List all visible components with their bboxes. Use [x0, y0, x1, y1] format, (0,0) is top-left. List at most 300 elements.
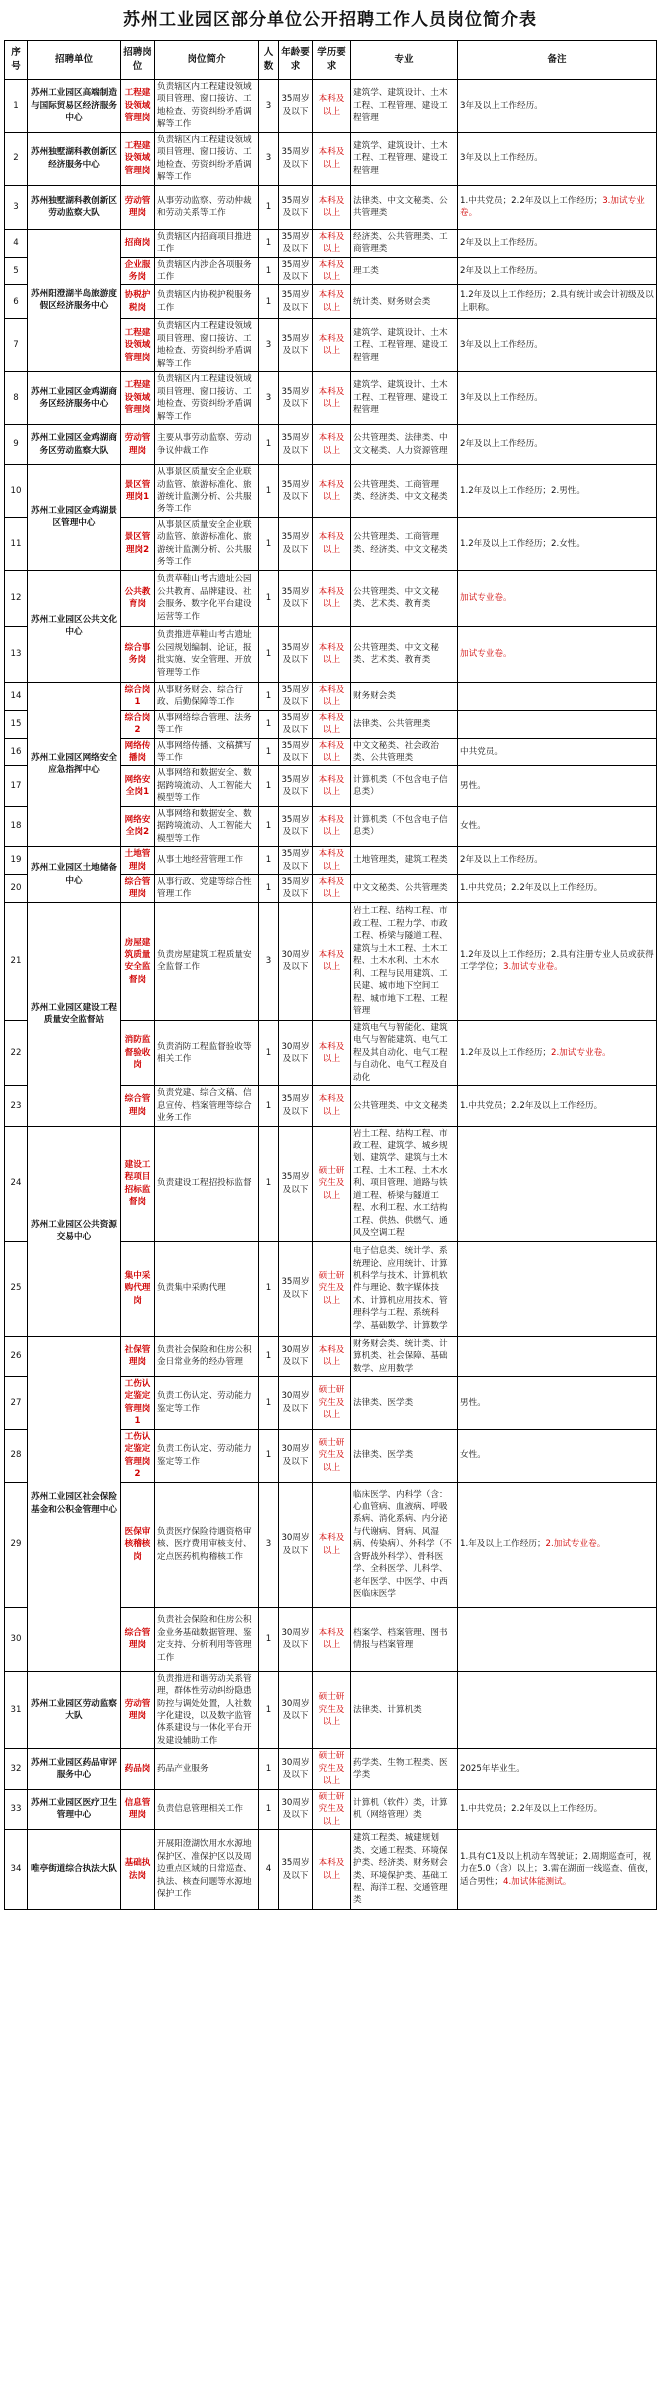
row-major: 理工类 — [351, 257, 458, 285]
row-edu: 本科及以上 — [313, 1607, 351, 1671]
note-text: 3年及以上工作经历。 — [460, 153, 543, 164]
row-age: 35周岁及以下 — [279, 257, 313, 285]
note-highlight: 加试专业卷。 — [460, 648, 512, 659]
row-note — [458, 1377, 657, 1430]
row-note — [458, 682, 657, 710]
row-major: 临床医学、内科学（含：心血管病、血液病、呼吸系病、消化系病、内分泌与代谢病、肾病、风湿病、传染病）、外科学（不含野战外科学）、骨科医学、全科医学、儿科学、老年医学、中医学、中西医临床医学 — [351, 1482, 458, 1607]
row-count: 1 — [259, 1671, 279, 1749]
row-post: 消防监督验收岗 — [121, 1020, 155, 1085]
row-major: 统计类、财务财会类 — [351, 285, 458, 319]
row-edu: 本科及以上 — [313, 257, 351, 285]
row-edu: 硕士研究生及以上 — [313, 1671, 351, 1749]
row-seq: 13 — [5, 626, 28, 682]
note-text: 2025年毕业生。 — [460, 1763, 525, 1774]
row-edu: 本科及以上 — [313, 710, 351, 738]
row-seq: 26 — [5, 1336, 28, 1376]
row-major: 计算机类（不包含电子信息类） — [351, 766, 458, 806]
note-text: 女性。 — [460, 1450, 486, 1461]
row-unit: 苏州独墅湖科教创新区经济服务中心 — [28, 132, 121, 185]
row-desc: 负责集中采购代理 — [155, 1241, 259, 1336]
row-edu: 本科及以上 — [313, 738, 351, 766]
row-edu: 本科及以上 — [313, 132, 351, 185]
row-unit: 唯亭街道综合执法大队 — [28, 1830, 121, 1910]
row-major: 经济类、公共管理类、工商管理类 — [351, 229, 458, 257]
row-age: 35周岁及以下 — [279, 738, 313, 766]
table-row — [5, 425, 657, 465]
row-post: 协税护税岗 — [121, 285, 155, 319]
row-unit: 苏州工业园区社会保险基金和公积金管理中心 — [28, 1336, 121, 1671]
header-seq: 序号 — [5, 41, 28, 80]
row-count: 1 — [259, 626, 279, 682]
header-note: 备注 — [458, 41, 657, 80]
note-text: 1.2年及以上工作经历；2.具有统计或会计初级及以上职称。 — [460, 290, 654, 313]
row-post: 网络安全岗1 — [121, 766, 155, 806]
row-note — [458, 1241, 657, 1336]
row-count: 1 — [259, 517, 279, 570]
row-unit: 苏州工业园区劳动监察大队 — [28, 1671, 121, 1749]
row-unit: 苏州工业园区药品审评服务中心 — [28, 1749, 121, 1789]
row-note — [458, 185, 657, 229]
row-age: 35周岁及以下 — [279, 1830, 313, 1910]
row-desc: 负责辖区内招商项目推进工作 — [155, 229, 259, 257]
row-count: 1 — [259, 1749, 279, 1789]
header-major: 专业 — [351, 41, 458, 80]
row-desc: 负责推进草鞋山考古遗址公园规划编制、论证，报批实施、安全管理、开放管理等工作 — [155, 626, 259, 682]
row-seq: 30 — [5, 1607, 28, 1671]
row-edu: 本科及以上 — [313, 1830, 351, 1910]
row-seq: 25 — [5, 1241, 28, 1336]
row-age: 30周岁及以下 — [279, 1429, 313, 1482]
row-age: 35周岁及以下 — [279, 465, 313, 518]
row-edu: 本科及以上 — [313, 425, 351, 465]
row-note — [458, 875, 657, 903]
note-text: 1.年及以上工作经历； — [460, 1539, 546, 1550]
note-text: 男性。 — [460, 1397, 486, 1408]
note-text: 1.2年及以上工作经历；2.具有注册专业人员或获得工学学位； — [460, 949, 654, 973]
row-age: 35周岁及以下 — [279, 847, 313, 875]
row-desc: 负责党建、综合文稿、信息宣传、档案管理等综合业务工作 — [155, 1086, 259, 1126]
row-count: 1 — [259, 1429, 279, 1482]
table-row — [5, 682, 657, 710]
note-text: 3年及以上工作经历。 — [460, 392, 543, 403]
row-count: 1 — [259, 1607, 279, 1671]
note-highlight: 3.加试专业卷。 — [502, 962, 563, 973]
row-post: 招商岗 — [121, 229, 155, 257]
row-age: 30周岁及以下 — [279, 1336, 313, 1376]
row-unit: 苏州工业园区网络安全应急指挥中心 — [28, 682, 121, 846]
row-age: 35周岁及以下 — [279, 806, 313, 846]
row-count: 1 — [259, 570, 279, 626]
row-edu: 硕士研究生及以上 — [313, 1789, 351, 1829]
row-age: 35周岁及以下 — [279, 766, 313, 806]
row-count: 1 — [259, 1241, 279, 1336]
row-unit: 苏州工业园区公共文化中心 — [28, 570, 121, 682]
note-highlight: 加试专业卷。 — [460, 592, 512, 603]
row-edu: 硕士研究生及以上 — [313, 1429, 351, 1482]
note-text: 3年及以上工作经历。 — [460, 340, 543, 351]
row-major: 电子信息类、统计学、系统理论、应用统计、计算机科学与技术、计算机软件与理论、数字媒体技术、计算机应用技术、管理科学与工程、系统科学、基础数学、计算数学 — [351, 1241, 458, 1336]
row-desc: 负责信息管理相关工作 — [155, 1789, 259, 1829]
row-major: 公共管理类、工商管理类、经济类、中文文秘类 — [351, 465, 458, 518]
header-desc: 岗位简介 — [155, 41, 259, 80]
row-edu: 本科及以上 — [313, 682, 351, 710]
note-text: 1.中共党员；2.2年及以上工作经历。 — [460, 883, 603, 894]
table-row — [5, 1789, 657, 1829]
row-note — [458, 1429, 657, 1482]
row-age: 30周岁及以下 — [279, 1749, 313, 1789]
row-seq: 10 — [5, 465, 28, 518]
row-seq: 31 — [5, 1671, 28, 1749]
row-desc: 负责工伤认定、劳动能力鉴定等工作 — [155, 1429, 259, 1482]
row-desc: 从事土地经营管理工作 — [155, 847, 259, 875]
row-major: 计算机（软件）类，计算机（网络管理）类 — [351, 1789, 458, 1829]
row-unit: 苏州独墅湖科教创新区劳动监察大队 — [28, 185, 121, 229]
note-text: 3年及以上工作经历。 — [460, 100, 543, 111]
row-post: 综合岗1 — [121, 682, 155, 710]
row-unit: 苏州工业园区土地储备中心 — [28, 847, 121, 903]
row-note — [458, 425, 657, 465]
row-note — [458, 1789, 657, 1829]
row-edu: 本科及以上 — [313, 902, 351, 1020]
row-major: 法律类、中文文秘类、公共管理类 — [351, 185, 458, 229]
row-seq: 14 — [5, 682, 28, 710]
row-edu: 本科及以上 — [313, 517, 351, 570]
row-count: 1 — [259, 425, 279, 465]
row-age: 35周岁及以下 — [279, 626, 313, 682]
row-count: 3 — [259, 319, 279, 372]
table-row — [5, 1671, 657, 1749]
row-unit: 苏州工业园区医疗卫生管理中心 — [28, 1789, 121, 1829]
row-desc: 负责建设工程招投标监督 — [155, 1126, 259, 1241]
row-major: 岩土工程、结构工程、市政工程、工程力学、市政工程、桥梁与隧道工程、建筑与土木工程、土木工程、土木水利、土木水利、工程与民用建筑、工民建、城市地下空间工程、城市地下工程、工程管理 — [351, 902, 458, 1020]
row-note — [458, 738, 657, 766]
row-desc: 开展阳澄湖饮用水水源地保护区、准保护区以及周边重点区域的日常巡查、执法、核查问题等水源地保护工作 — [155, 1830, 259, 1910]
row-count: 1 — [259, 1377, 279, 1430]
note-text: 2年及以上工作经历。 — [460, 237, 543, 248]
row-note — [458, 806, 657, 846]
row-note — [458, 847, 657, 875]
row-post: 公共教育岗 — [121, 570, 155, 626]
row-note — [458, 80, 657, 133]
row-age: 35周岁及以下 — [279, 1126, 313, 1241]
row-count: 1 — [259, 285, 279, 319]
row-note — [458, 1336, 657, 1376]
row-seq: 29 — [5, 1482, 28, 1607]
row-post: 综合管理岗 — [121, 1607, 155, 1671]
row-post: 药品岗 — [121, 1749, 155, 1789]
row-major: 公共管理类、中文文秘类、艺术类、教育类 — [351, 570, 458, 626]
row-age: 35周岁及以下 — [279, 570, 313, 626]
row-note — [458, 1020, 657, 1085]
row-desc: 从事网络和数据安全、数据跨境流动、人工智能大模型等工作 — [155, 806, 259, 846]
row-unit: 苏州工业园区金鸡湖商务区经济服务中心 — [28, 372, 121, 425]
row-age: 35周岁及以下 — [279, 1241, 313, 1336]
header-age: 年龄要求 — [279, 41, 313, 80]
row-seq: 20 — [5, 875, 28, 903]
row-major: 建筑学、建筑设计、土木工程、工程管理、建设工程管理 — [351, 319, 458, 372]
row-note — [458, 1830, 657, 1910]
note-text: 男性。 — [460, 780, 486, 791]
row-seq: 28 — [5, 1429, 28, 1482]
note-text: 1.2年及以上工作经历；2.男性。 — [460, 485, 585, 496]
row-note — [458, 132, 657, 185]
table-row — [5, 902, 657, 1020]
row-edu: 本科及以上 — [313, 1482, 351, 1607]
row-edu: 硕士研究生及以上 — [313, 1749, 351, 1789]
row-age: 30周岁及以下 — [279, 1377, 313, 1430]
row-age: 30周岁及以下 — [279, 902, 313, 1020]
row-note — [458, 465, 657, 518]
table-row — [5, 185, 657, 229]
row-desc: 从事网络和数据安全、数据跨境流动、人工智能大模型等工作 — [155, 766, 259, 806]
row-major: 法律类、医学类 — [351, 1429, 458, 1482]
row-major: 公共管理类、中文文秘类、艺术类、教育类 — [351, 626, 458, 682]
row-edu: 本科及以上 — [313, 465, 351, 518]
row-age: 35周岁及以下 — [279, 1086, 313, 1126]
row-post: 网络安全岗2 — [121, 806, 155, 846]
table-row — [5, 80, 657, 133]
row-major: 中文文秘类、公共管理类 — [351, 875, 458, 903]
row-age: 35周岁及以下 — [279, 425, 313, 465]
row-desc: 负责推进和谐劳动关系管理，群体性劳动纠纷隐患防控与调处处置，人社数字化建设，以及数字监管体系建设与一体化平台开发建设辅助工作 — [155, 1671, 259, 1749]
row-post: 土地管理岗 — [121, 847, 155, 875]
note-text: 1.中共党员；2.2年及以上工作经历； — [460, 195, 603, 206]
row-note — [458, 1482, 657, 1607]
row-count: 3 — [259, 80, 279, 133]
row-edu: 本科及以上 — [313, 626, 351, 682]
note-highlight: 4.加试体能测试。 — [502, 1876, 572, 1887]
row-note — [458, 902, 657, 1020]
table-row — [5, 1336, 657, 1376]
note-text: 1.2年及以上工作经历；2.女性。 — [460, 538, 585, 549]
row-post: 工程建设领域管理岗 — [121, 80, 155, 133]
table-row — [5, 847, 657, 875]
row-seq: 24 — [5, 1126, 28, 1241]
row-edu: 本科及以上 — [313, 1086, 351, 1126]
row-count: 1 — [259, 1020, 279, 1085]
row-unit: 苏州工业园区公共资源交易中心 — [28, 1126, 121, 1336]
row-note — [458, 1749, 657, 1789]
table-row — [5, 132, 657, 185]
row-desc: 从事行政、党建等综合性管理工作 — [155, 875, 259, 903]
row-seq: 11 — [5, 517, 28, 570]
row-post: 社保管理岗 — [121, 1336, 155, 1376]
row-desc: 从事景区质量安全企业联动监管、旅游标准化、旅游统计监测分析、公共服务等工作 — [155, 465, 259, 518]
row-count: 1 — [259, 465, 279, 518]
row-post: 信息管理岗 — [121, 1789, 155, 1829]
row-major: 财务财会类 — [351, 682, 458, 710]
note-highlight: 3.加试专业卷。 — [460, 195, 645, 219]
note-highlight: 2.加试专业卷。 — [551, 1047, 611, 1058]
row-major: 建筑电气与智能化、建筑电气与智能建筑、电气工程及其自动化、电气工程与自动化、电气工程及自动化 — [351, 1020, 458, 1085]
row-age: 35周岁及以下 — [279, 229, 313, 257]
row-count: 1 — [259, 847, 279, 875]
row-desc: 负责辖区内工程建设领域项目管理、窗口接访、工地检查、劳资纠纷矛盾调解等工作 — [155, 132, 259, 185]
row-desc: 负责房屋建筑工程质量安全监督工作 — [155, 902, 259, 1020]
table-row — [5, 570, 657, 626]
row-post: 工伤认定鉴定管理岗1 — [121, 1377, 155, 1430]
row-post: 综合管理岗 — [121, 1086, 155, 1126]
row-note — [458, 372, 657, 425]
row-major: 法律类、公共管理类 — [351, 710, 458, 738]
row-unit: 苏州工业园区建设工程质量安全监督站 — [28, 902, 121, 1126]
row-major: 建筑学、建筑设计、土木工程、工程管理、建设工程管理 — [351, 80, 458, 133]
row-desc: 负责医疗保险待遇资格审核、医疗费用审核支付、定点医药机构稽核工作 — [155, 1482, 259, 1607]
row-count: 3 — [259, 372, 279, 425]
row-post: 综合管理岗 — [121, 875, 155, 903]
row-seq: 23 — [5, 1086, 28, 1126]
row-edu: 本科及以上 — [313, 1336, 351, 1376]
row-desc: 药品产业服务 — [155, 1749, 259, 1789]
row-seq: 6 — [5, 285, 28, 319]
row-age: 30周岁及以下 — [279, 1607, 313, 1671]
row-desc: 负责辖区内工程建设领域项目管理、窗口接访、工地检查、劳资纠纷矛盾调解等工作 — [155, 80, 259, 133]
row-age: 30周岁及以下 — [279, 1020, 313, 1085]
row-edu: 硕士研究生及以上 — [313, 1241, 351, 1336]
note-text: 2年及以上工作经历。 — [460, 855, 543, 866]
header-post: 招聘岗位 — [121, 41, 155, 80]
row-age: 35周岁及以下 — [279, 132, 313, 185]
row-post: 基础执法岗 — [121, 1830, 155, 1910]
row-edu: 本科及以上 — [313, 847, 351, 875]
row-major: 药学类、生物工程类、医学类 — [351, 1749, 458, 1789]
row-note — [458, 285, 657, 319]
row-edu: 本科及以上 — [313, 766, 351, 806]
row-seq: 27 — [5, 1377, 28, 1430]
row-note — [458, 1607, 657, 1671]
row-desc: 从事景区质量安全企业联动监管、旅游标准化、旅游统计监测分析、公共服务等工作 — [155, 517, 259, 570]
row-age: 35周岁及以下 — [279, 517, 313, 570]
row-unit: 苏州阳澄湖半岛旅游度假区经济服务中心 — [28, 229, 121, 372]
table-body — [5, 80, 657, 1910]
header-count: 人数 — [259, 41, 279, 80]
row-count: 1 — [259, 1336, 279, 1376]
row-edu: 本科及以上 — [313, 1020, 351, 1085]
row-major: 法律类、计算机类 — [351, 1671, 458, 1749]
row-desc: 负责辖区内工程建设领域项目管理、窗口接访、工地检查、劳资纠纷矛盾调解等工作 — [155, 372, 259, 425]
row-seq: 16 — [5, 738, 28, 766]
row-seq: 33 — [5, 1789, 28, 1829]
positions-table — [4, 40, 657, 1910]
row-seq: 18 — [5, 806, 28, 846]
row-age: 35周岁及以下 — [279, 682, 313, 710]
row-seq: 2 — [5, 132, 28, 185]
note-text: 1.中共党员；2.2年及以上工作经历。 — [460, 1804, 603, 1815]
row-count: 3 — [259, 1482, 279, 1607]
row-post: 房屋建筑质量安全监督岗 — [121, 902, 155, 1020]
table-row — [5, 1126, 657, 1241]
row-note — [458, 229, 657, 257]
table-row — [5, 372, 657, 425]
row-post: 工程建设领域管理岗 — [121, 372, 155, 425]
row-count: 1 — [259, 806, 279, 846]
row-edu: 本科及以上 — [313, 229, 351, 257]
row-seq: 34 — [5, 1830, 28, 1910]
row-seq: 17 — [5, 766, 28, 806]
row-count: 1 — [259, 229, 279, 257]
row-age: 30周岁及以下 — [279, 1671, 313, 1749]
row-post: 综合岗2 — [121, 710, 155, 738]
row-note — [458, 517, 657, 570]
table-row — [5, 465, 657, 518]
row-note — [458, 570, 657, 626]
row-post: 综合事务岗 — [121, 626, 155, 682]
row-post: 劳动管理岗 — [121, 1671, 155, 1749]
row-count: 1 — [259, 1789, 279, 1829]
row-desc: 负责社会保险和住房公积金业务基础数据管理、鉴定支持、分析利用等管理工作 — [155, 1607, 259, 1671]
row-major: 档案学、档案管理、图书情报与档案管理 — [351, 1607, 458, 1671]
row-count: 4 — [259, 1830, 279, 1910]
header-unit: 招聘单位 — [28, 41, 121, 80]
row-edu: 本科及以上 — [313, 80, 351, 133]
row-age: 35周岁及以下 — [279, 710, 313, 738]
row-desc: 负责辖区内工程建设领域项目管理、窗口接访、工地检查、劳资纠纷矛盾调解等工作 — [155, 319, 259, 372]
note-text: 1.2年及以上工作经历； — [460, 1047, 552, 1058]
row-unit: 苏州工业园区高端制造与国际贸易区经济服务中心 — [28, 80, 121, 133]
row-note — [458, 626, 657, 682]
row-desc: 负责社会保险和住房公积金日常业务的经办管理 — [155, 1336, 259, 1376]
row-desc: 负责草鞋山考古遗址公园公共教育、品牌建设、社会服务、数字化平台建设运营等工作 — [155, 570, 259, 626]
row-desc: 主要从事劳动监察、劳动争议仲裁工作 — [155, 425, 259, 465]
row-count: 1 — [259, 875, 279, 903]
row-major: 法律类、医学类 — [351, 1377, 458, 1430]
row-edu: 硕士研究生及以上 — [313, 1377, 351, 1430]
row-seq: 12 — [5, 570, 28, 626]
row-count: 1 — [259, 1126, 279, 1241]
row-desc: 从事劳动监察、劳动仲裁和劳动关系等工作 — [155, 185, 259, 229]
row-unit: 苏州工业园区金鸡湖景区管理中心 — [28, 465, 121, 571]
note-text: 1.具有C1及以上机动车驾驶证；2.周期巡查可，视力在5.0（含）以上；3.需在湖面一线巡查、值夜，适合男性； — [460, 1851, 654, 1887]
row-post: 劳动管理岗 — [121, 185, 155, 229]
row-major: 公共管理类、工商管理类、经济类、中文文秘类 — [351, 517, 458, 570]
header-edu: 学历要求 — [313, 41, 351, 80]
row-desc: 负责工伤认定、劳动能力鉴定等工作 — [155, 1377, 259, 1430]
row-note — [458, 766, 657, 806]
table-row — [5, 1749, 657, 1789]
row-count: 1 — [259, 1086, 279, 1126]
row-post: 景区管理岗2 — [121, 517, 155, 570]
row-count: 1 — [259, 682, 279, 710]
row-major: 建筑学、建筑设计、土木工程、工程管理、建设工程管理 — [351, 372, 458, 425]
row-edu: 本科及以上 — [313, 372, 351, 425]
row-post: 劳动管理岗 — [121, 425, 155, 465]
row-post: 景区管理岗1 — [121, 465, 155, 518]
note-text: 1.中共党员；2.2年及以上工作经历。 — [460, 1100, 603, 1111]
row-seq: 15 — [5, 710, 28, 738]
row-post: 建设工程项目招标监督岗 — [121, 1126, 155, 1241]
row-post: 医保审核稽核岗 — [121, 1482, 155, 1607]
row-edu: 本科及以上 — [313, 570, 351, 626]
row-count: 3 — [259, 902, 279, 1020]
row-seq: 5 — [5, 257, 28, 285]
row-desc: 从事财务财会、综合行政、后勤保障等工作 — [155, 682, 259, 710]
row-desc: 负责消防工程监督验收等相关工作 — [155, 1020, 259, 1085]
row-major: 岩土工程、结构工程、市政工程、建筑学、城乡规划、建筑学、建筑与土木工程、土木工程、土木水利、项目管理、道路与铁道工程、桥梁与隧道工程、水利工程、水工结构工程、供热、供燃气、通风及空调工程 — [351, 1126, 458, 1241]
row-major: 计算机类（不包含电子信息类） — [351, 806, 458, 846]
row-desc: 负责辖区内涉企各项服务工作 — [155, 257, 259, 285]
row-count: 1 — [259, 710, 279, 738]
row-seq: 1 — [5, 80, 28, 133]
row-edu: 本科及以上 — [313, 185, 351, 229]
row-seq: 3 — [5, 185, 28, 229]
row-post: 集中采购代理岗 — [121, 1241, 155, 1336]
row-age: 30周岁及以下 — [279, 1482, 313, 1607]
table-row — [5, 1830, 657, 1910]
row-unit: 苏州工业园区金鸡湖商务区劳动监察大队 — [28, 425, 121, 465]
row-desc: 从事网络传播、文稿撰写等工作 — [155, 738, 259, 766]
row-seq: 9 — [5, 425, 28, 465]
row-seq: 8 — [5, 372, 28, 425]
